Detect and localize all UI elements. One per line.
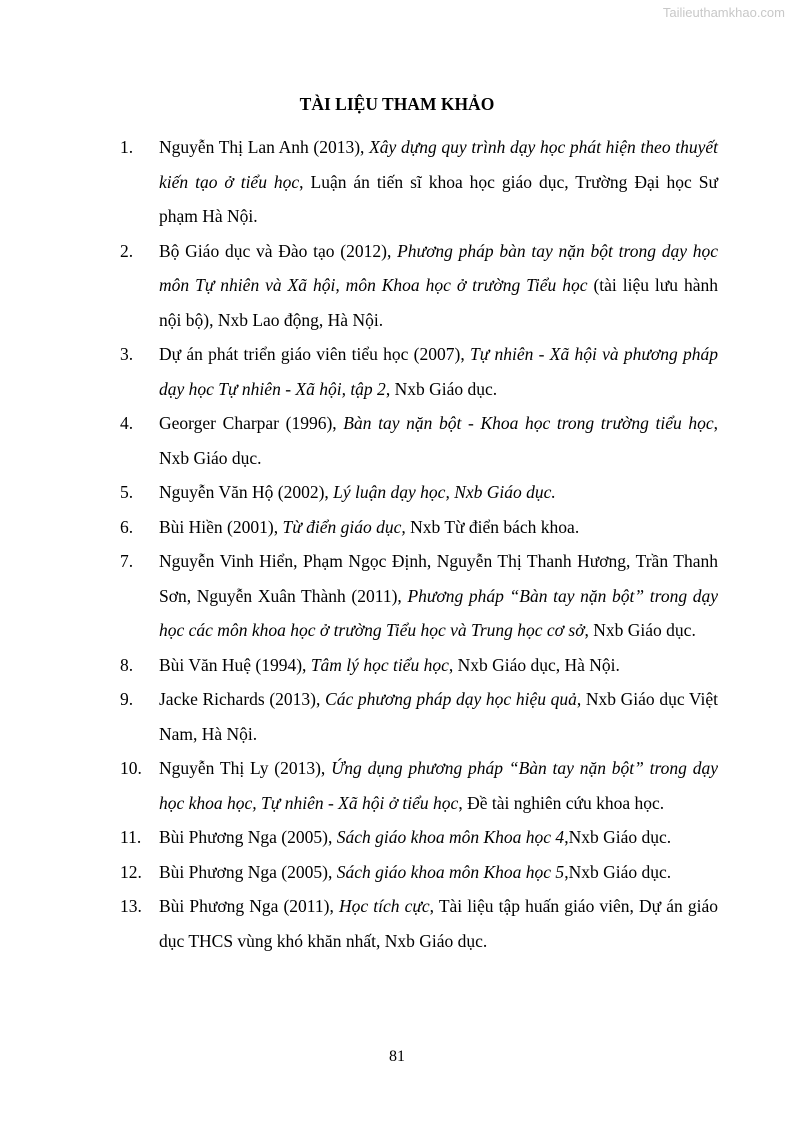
reference-text: Bùi Phương Nga (2011), [159,896,339,916]
reference-title: Các phương pháp dạy học hiệu quả [325,689,577,709]
reference-text: Bùi Phương Nga (2005), [159,861,337,882]
reference-text: , Nxb Giáo dục. [385,378,498,399]
reference-item [120,475,718,510]
reference-text: Bùi Hiền (2001), [159,516,283,537]
reference-title: Sách giáo khoa môn Khoa học 4 [336,827,565,847]
reference-item [120,820,718,855]
reference-title: Từ điển giáo dục, [282,516,406,537]
reference-number: 4. [120,413,134,433]
reference-item [120,406,718,475]
reference-text: , Nxb Giáo dục Việt Nam, Hà Nội. [159,689,718,744]
reference-list [120,130,718,958]
reference-title: Xây dựng quy trình dạy học phát hiện theo thuyết kiến tạo ở tiểu học [159,137,718,192]
reference-title: Phương pháp “Bàn tay nặn bột” trong dạy học các môn khoa học ở trường Tiểu học và Trung học cơ sở [159,585,718,640]
reference-text: Georger Charpar (1996), [159,413,344,433]
reference-text: , Đề tài nghiên cứu khoa học. [458,792,665,813]
reference-number: 10. [120,758,142,778]
reference-title: Tự nhiên - Xã hội và phương pháp dạy học Tự nhiên - Xã hội, tập 2 [159,344,718,399]
reference-item [120,751,718,820]
reference-text: Nguyễn Thị Lan Anh (2013), [159,137,370,157]
reference-text: Nxb Từ điển bách khoa. [405,516,580,537]
reference-number: 6. [120,516,134,537]
reference-text: Bộ Giáo dục và Đào tạo (2012), [159,240,398,261]
reference-title: Ứng dụng phương pháp “Bàn tay nặn bột” trong dạy học khoa học, Tự nhiên - Xã hội ở tiểu học [159,758,718,813]
reference-text: ,Nxb Giáo dục. [564,861,672,882]
reference-number: 11. [120,827,142,847]
reference-text: , Nxb Giáo dục, Hà Nội. [448,654,620,675]
page-number: 81 [389,1048,405,1065]
reference-number: 12. [120,861,142,882]
reference-text: , Nxb Giáo dục. [159,413,718,468]
reference-item [120,648,718,683]
reference-text: , Tài liệu tập huấn giáo viên, Dự án giáo dục THCS vùng khó khăn nhất, Nxb Giáo dục. [159,896,719,951]
reference-text: Nguyễn Văn Hộ (2002), [159,482,334,502]
reference-item [120,855,718,890]
reference-title: Lý luận dạy học, Nxb Giáo dục. [333,482,556,502]
reference-item [120,234,718,338]
reference-number: 1. [120,137,134,157]
reference-title: Tâm lý học tiểu học [310,654,449,675]
reference-title: Học tích cực [338,896,430,916]
reference-text: Nguyễn Thị Ly (2013), [159,758,332,778]
reference-item [120,337,718,406]
reference-item [120,544,718,648]
reference-number: 3. [120,344,134,364]
reference-number: 2. [120,240,134,261]
reference-text: ,Nxb Giáo dục. [564,827,672,847]
reference-text: Jacke Richards (2013), [159,689,326,709]
reference-number: 8. [120,654,134,675]
reference-item [120,130,718,234]
reference-number: 7. [120,551,134,571]
reference-text: , Luận án tiến sĩ khoa học giáo dục, Trường Đại học Sư phạm Hà Nội. [159,171,718,226]
reference-number: 13. [120,896,142,916]
reference-text: (tài liệu lưu hành nội bộ), Nxb Lao động, Hà Nội. [159,275,718,330]
reference-number: 5. [120,482,134,502]
reference-text: Nguyễn Vinh Hiển, Phạm Ngọc Định, Nguyễn Thị Thanh Hương, Trần Thanh Sơn, Nguyễn Xuân Thành (2011), [159,551,718,606]
reference-item [120,510,718,545]
reference-item [120,682,718,751]
reference-title: Bàn tay nặn bột - Khoa học trong trường tiểu học [343,413,714,433]
reference-title: Phương pháp bàn tay nặn bột trong dạy học môn Tự nhiên và Xã hội, môn Khoa học ở trường Tiểu học [159,240,718,295]
page-title: TÀI LIỆU THAM KHẢO [299,94,495,114]
reference-text: Bùi Phương Nga (2005), [159,827,337,847]
reference-text: Bùi Văn Huệ (1994), [159,654,311,675]
reference-item [120,889,718,958]
reference-number: 9. [120,689,134,709]
reference-text: Dự án phát triển giáo viên tiểu học (2007), [159,344,470,364]
reference-text: , Nxb Giáo dục. [584,620,696,640]
watermark: Tailieuthamkhao.com [662,5,785,20]
reference-title: Sách giáo khoa môn Khoa học 5 [336,861,565,882]
